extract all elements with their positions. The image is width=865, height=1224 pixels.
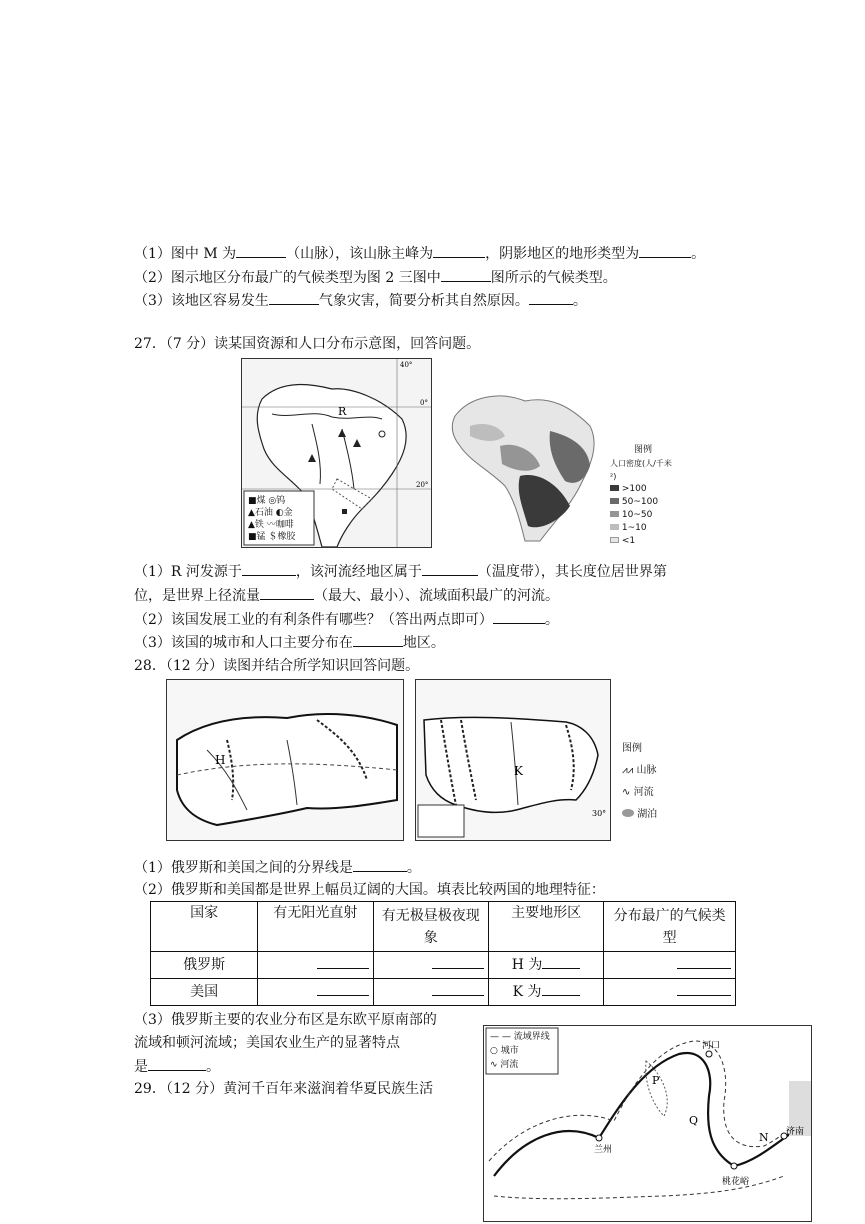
label-p: P [652, 1074, 660, 1087]
lat-20: 20° [416, 481, 429, 489]
answer-blank[interactable] [269, 290, 319, 305]
q29-legend: — — 流域界线 ○ 城市 ∿ 河流 [490, 1032, 550, 1070]
answer-blank[interactable] [242, 561, 296, 576]
q27-line-1a: （1）R 河发源于 ，该河流经地区属于 （温度带），其长度位居世界第 [134, 561, 667, 582]
q26-line-1: （1）图中 M 为 （山脉），该山脉主峰为 ，阴影地区的地形类型为 。 [134, 243, 705, 264]
river-icon: ∿ [622, 787, 631, 798]
label-r: R [338, 405, 347, 418]
label-k: K [514, 764, 523, 778]
label-taohuayu: 桃花峪 [722, 1177, 750, 1187]
lon-40: 40° [400, 361, 413, 369]
lake-icon [622, 809, 634, 817]
usa-map [415, 679, 611, 841]
q29-stem: 29．（12 分）黄河千百年来滋润着华夏民族生活 [134, 1081, 434, 1097]
label-h: H [215, 753, 226, 767]
population-map [440, 356, 676, 548]
q28-line-1: （1）俄罗斯和美国之间的分界线是 。 [134, 857, 421, 878]
answer-blank[interactable] [432, 954, 484, 969]
q26-line-3: （3）该地区容易发生 气象灾害，简要分析其自然原因。 。 [134, 290, 587, 311]
answer-blank[interactable] [441, 267, 491, 282]
q28-line-3b: 流域和顿河流域；美国农业生产的显著特点 [134, 1035, 400, 1051]
lat-0: 0° [420, 399, 428, 407]
table-row: 俄罗斯 H 为 [151, 952, 736, 979]
answer-blank[interactable] [542, 954, 580, 969]
label-n: N [759, 1131, 769, 1144]
answer-blank[interactable] [148, 1056, 206, 1071]
lat-30: 30° [592, 809, 607, 818]
q27-line-2: （2）该国发展工业的有利条件有哪些？（答出两点即可） 。 [134, 609, 559, 630]
q27-line-3: （3）该国的城市和人口主要分布在 地区。 [134, 632, 445, 653]
label-hekou: 河口 [702, 1041, 721, 1051]
q28-line-2: （2）俄罗斯和美国都是世界上幅员辽阔的大国。填表比较两国的地理特征： [134, 882, 605, 898]
q28-legend: 图例 ⩘⩘ 山脉 ∿ 河流 湖泊 [622, 743, 658, 820]
comparison-table: 国家 有无阳光直射 有无极昼极夜现象 主要地形区 分布最广的气候类型 俄罗斯 H 为 美国 K 为 [150, 901, 736, 1006]
q28-line-3c: 是 。 [134, 1056, 220, 1077]
answer-blank[interactable] [432, 981, 484, 996]
answer-blank[interactable] [353, 857, 407, 872]
table-row: 美国 K 为 [151, 979, 736, 1006]
answer-blank[interactable] [639, 243, 691, 258]
resource-map [241, 358, 432, 548]
answer-blank[interactable] [677, 954, 731, 969]
label-lanzhou: 兰州 [594, 1145, 613, 1155]
resource-legend: ■煤 ◎钨 ▲石油 ◐金 ▲铁 〰咖啡 ■锰 ＄橡胶 [248, 496, 296, 542]
answer-blank[interactable] [677, 981, 731, 996]
answer-blank[interactable] [542, 981, 580, 996]
answer-blank[interactable] [236, 243, 286, 258]
city-icon: ○ [490, 1046, 498, 1056]
label-q: Q [689, 1114, 699, 1127]
yellow-river-map [483, 1025, 812, 1222]
answer-blank[interactable] [529, 290, 573, 305]
label-jinan: 济南 [786, 1127, 805, 1137]
answer-blank[interactable] [493, 609, 545, 624]
q28-line-3a: （3）俄罗斯主要的农业分布区是东欧平原南部的 [134, 1012, 437, 1028]
q27-stem: 27．（7 分）读某国资源和人口分布示意图，回答问题。 [134, 336, 481, 352]
mountain-icon: ⩘⩘ [622, 765, 634, 776]
q28-stem: 28．（12 分）读图并结合所学知识回答问题。 [134, 658, 420, 674]
answer-blank[interactable] [260, 585, 314, 600]
q27-line-1b: 位，是世界上径流量 （最大、最小）、流域面积最广的河流。 [134, 585, 559, 606]
q26-line-2: （2）图示地区分布最广的气候类型为图 2 三图中 图所示的气候类型。 [134, 267, 617, 288]
russia-map [166, 679, 404, 841]
river-icon: ∿ [490, 1060, 498, 1070]
population-legend: 图例 人口密度(人/千米²) >100 50~100 10~50 1~10 <1 [610, 445, 672, 546]
answer-blank[interactable] [433, 243, 485, 258]
answer-blank[interactable] [353, 632, 403, 647]
answer-blank[interactable] [317, 981, 369, 996]
boundary-icon: — — [490, 1032, 511, 1042]
answer-blank[interactable] [422, 561, 478, 576]
answer-blank[interactable] [317, 954, 369, 969]
